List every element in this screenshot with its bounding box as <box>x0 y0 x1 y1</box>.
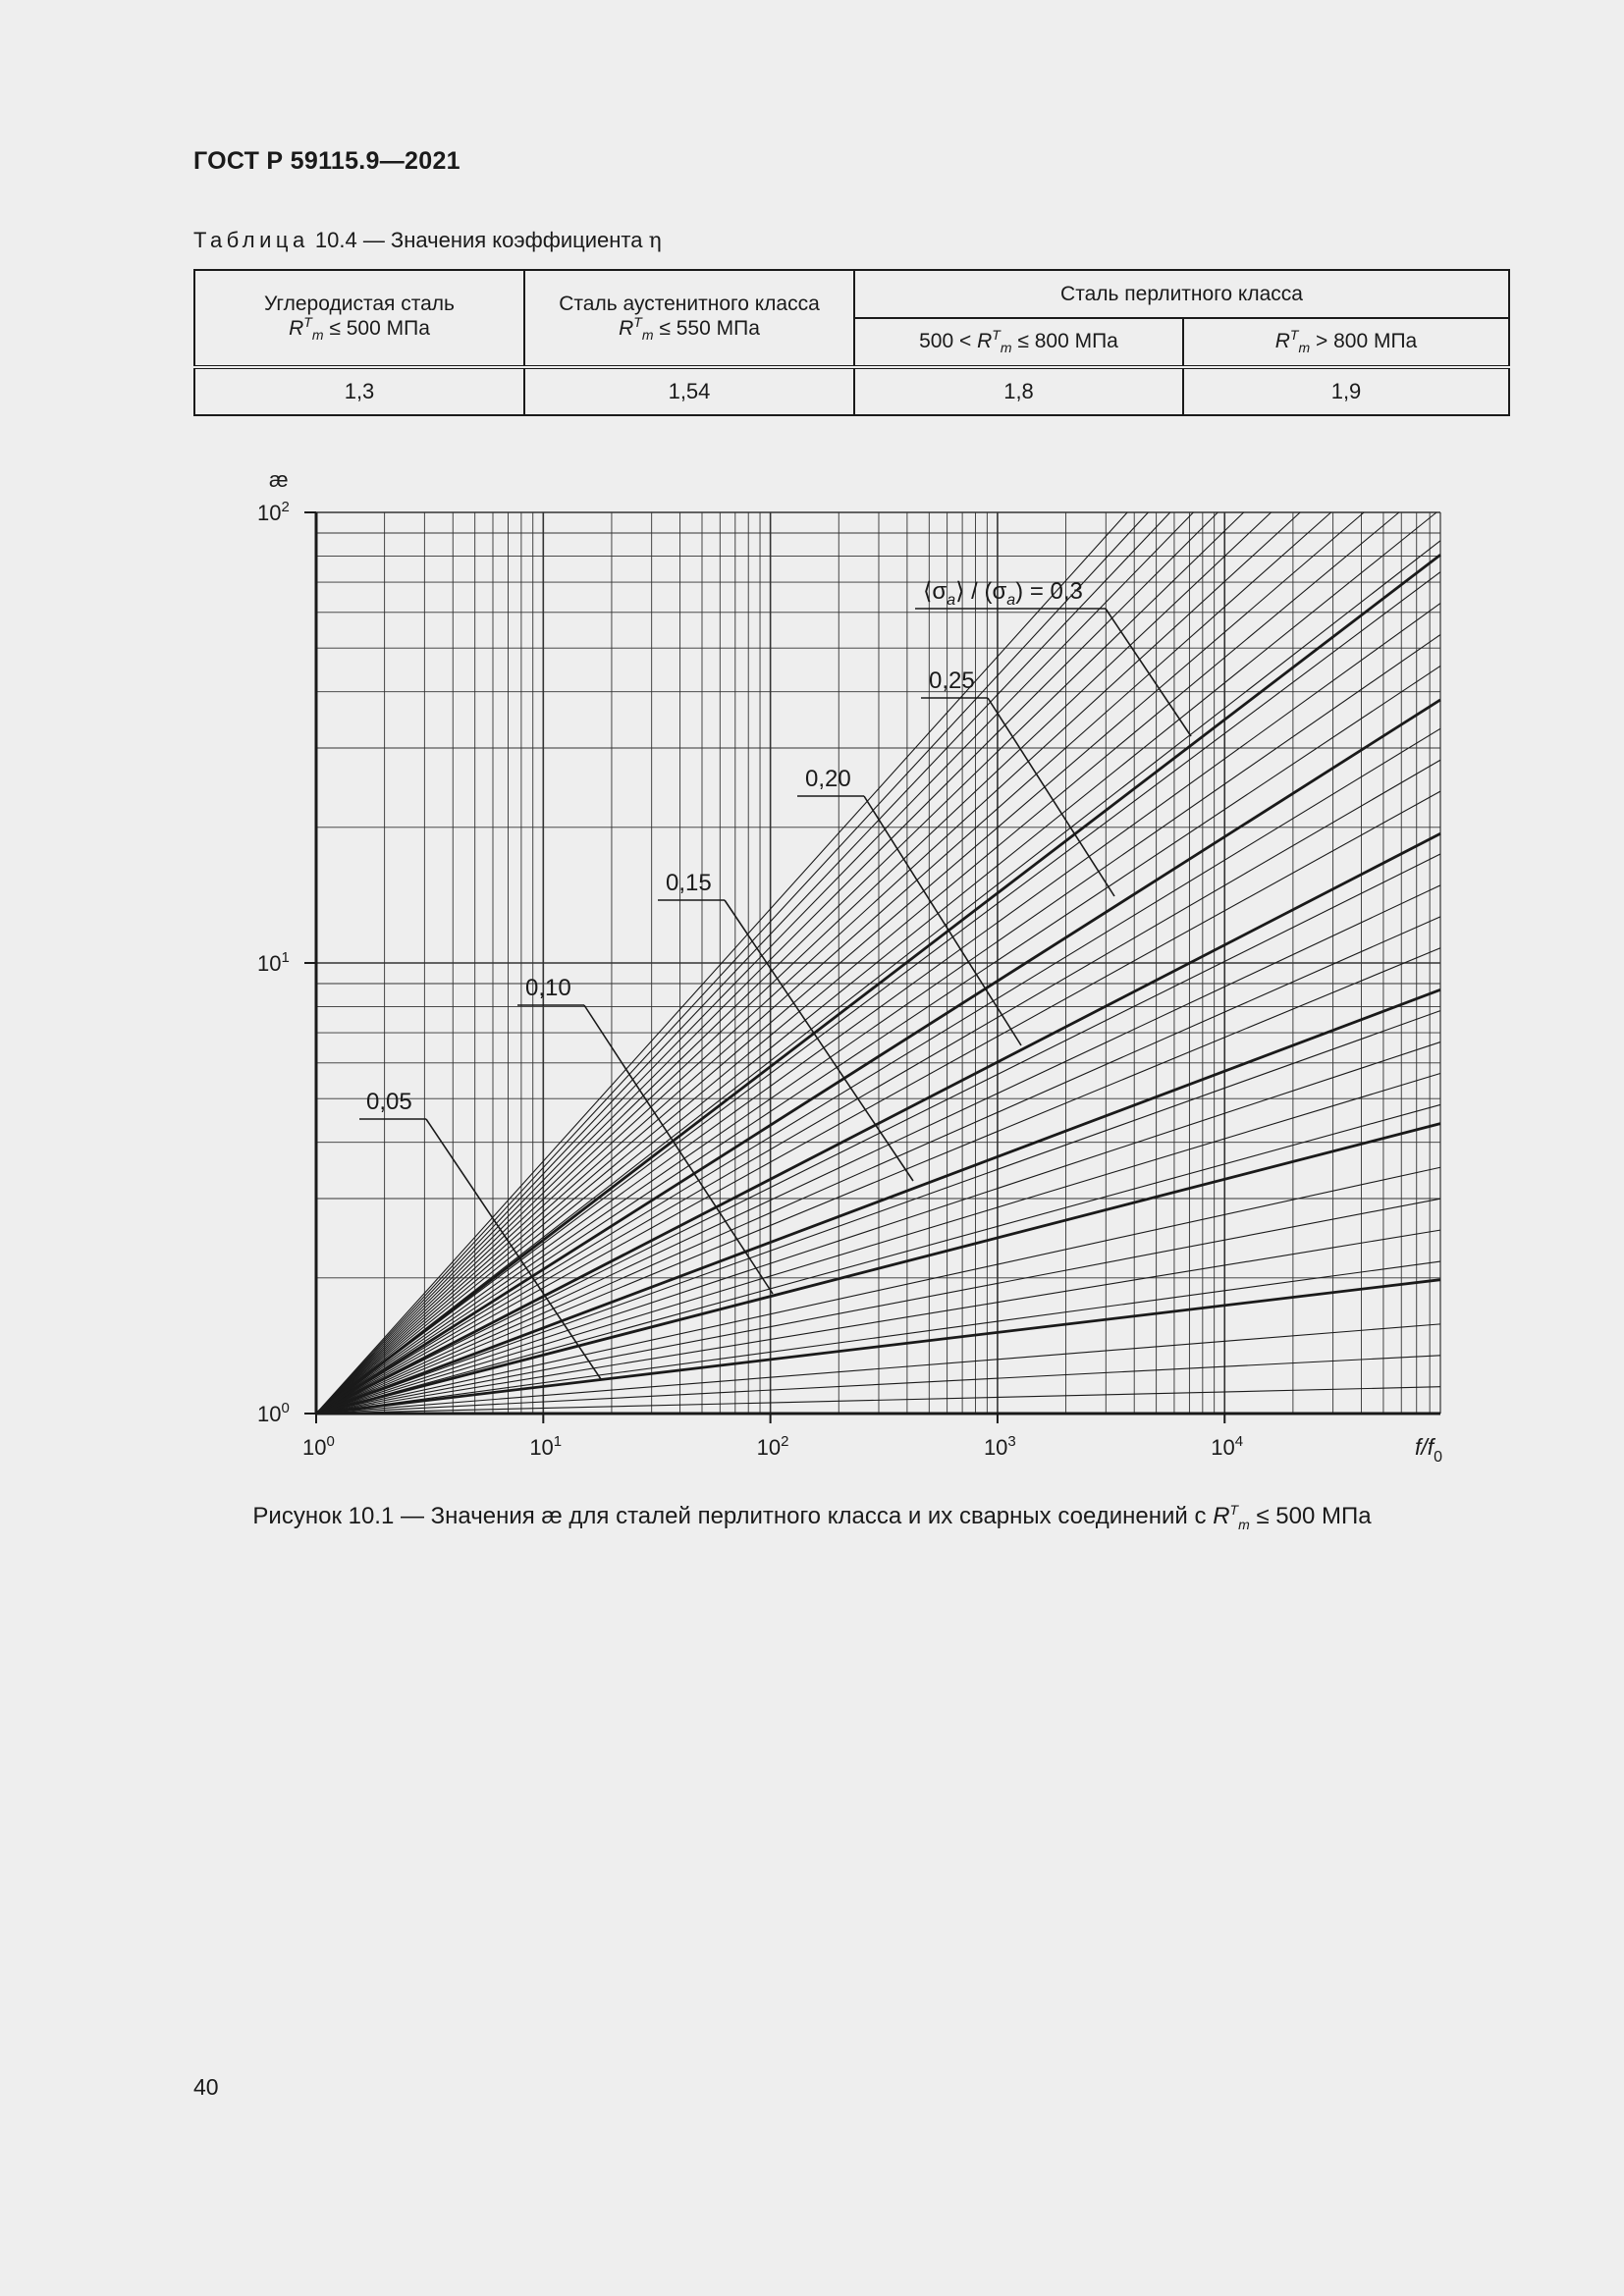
value-carbon-steel: 1,3 <box>194 367 524 415</box>
series-label-0-05: 0,05 <box>366 1089 412 1115</box>
thin-ratio-line <box>316 604 1440 1414</box>
figure-caption: Рисунок 10.1 — Значения æ для сталей перлитного класса и их сварных соединений с $R^T_m \le 500$ МПа <box>252 1502 1372 1532</box>
thin-ratio-line <box>316 791 1440 1414</box>
thin-ratio-line <box>316 666 1440 1414</box>
y-tick-label: $10^2$ <box>257 499 290 525</box>
x-tick-label: $10^0$ <box>302 1433 335 1460</box>
thin-ratio-line <box>316 854 1440 1414</box>
header-austenitic-steel: Сталь аустенитного класса $R^T_m \le 550$ МПа <box>524 270 854 367</box>
x-tick-label: $10^4$ <box>1211 1433 1244 1460</box>
table-caption-text: 10.4 — Значения коэффициента <box>314 228 643 252</box>
thin-ratio-line <box>316 572 1440 1414</box>
series-line-0-20 <box>316 833 1440 1414</box>
label-leader-line <box>988 698 1114 896</box>
thin-ratio-line <box>316 948 1440 1414</box>
series-label-0-20: 0,20 <box>805 766 851 792</box>
page-number: 40 <box>193 2074 219 2100</box>
thin-ratio-line <box>316 1042 1440 1414</box>
series-line-0-15 <box>316 989 1440 1414</box>
series-label-0-25: 0,25 <box>929 667 975 694</box>
header-pearlitic-over-800: $R^T_m > 800$ МПа <box>1183 318 1509 367</box>
y-axis-label: æ <box>269 467 289 492</box>
thin-ratio-line <box>316 1356 1440 1414</box>
header-carbon-steel: Углеродистая сталь $R^T_m \le 500$ МПа <box>194 270 524 367</box>
document-code-header: ГОСТ Р 59115.9—2021 <box>193 147 460 175</box>
x-tick-label: $10^2$ <box>756 1433 789 1460</box>
series-line-0-05 <box>316 1280 1440 1414</box>
y-tick-label: $10^0$ <box>257 1400 290 1426</box>
series-label-0-3: $⟨\sigma_a⟩ / (\sigma_a) = 0,3$ <box>923 578 1083 609</box>
header-pearlitic-steel: Сталь перлитного класса <box>854 270 1509 318</box>
thin-ratio-line <box>316 1167 1440 1414</box>
table-caption-word: Таблица <box>193 228 309 252</box>
x-tick-label: $10^1$ <box>529 1433 563 1460</box>
thin-ratio-line <box>316 635 1440 1414</box>
y-tick-label: $10^1$ <box>257 949 290 976</box>
x-tick-label: $10^3$ <box>983 1433 1016 1460</box>
thin-ratio-line <box>316 1230 1440 1414</box>
label-leader-line <box>584 1005 773 1294</box>
value-pearlitic-over-800: 1,9 <box>1183 367 1509 415</box>
header-pearlitic-500-800: $500 < R^T_m \le 800$ МПа <box>854 318 1183 367</box>
label-leader-line <box>725 900 913 1181</box>
series-label-0-15: 0,15 <box>666 870 712 896</box>
thin-ratio-line <box>316 917 1440 1414</box>
value-austenitic-steel: 1,54 <box>524 367 854 415</box>
value-pearlitic-500-800: 1,8 <box>854 367 1183 415</box>
eta-symbol: η <box>648 229 662 253</box>
x-axis-label: $f/f_0$ <box>1415 1434 1443 1466</box>
thin-ratio-line <box>316 541 1440 1414</box>
thin-ratio-line <box>316 885 1440 1414</box>
series-label-0-10: 0,10 <box>525 975 571 1001</box>
thin-ratio-line <box>316 760 1440 1414</box>
chart-labels <box>257 467 1442 1466</box>
